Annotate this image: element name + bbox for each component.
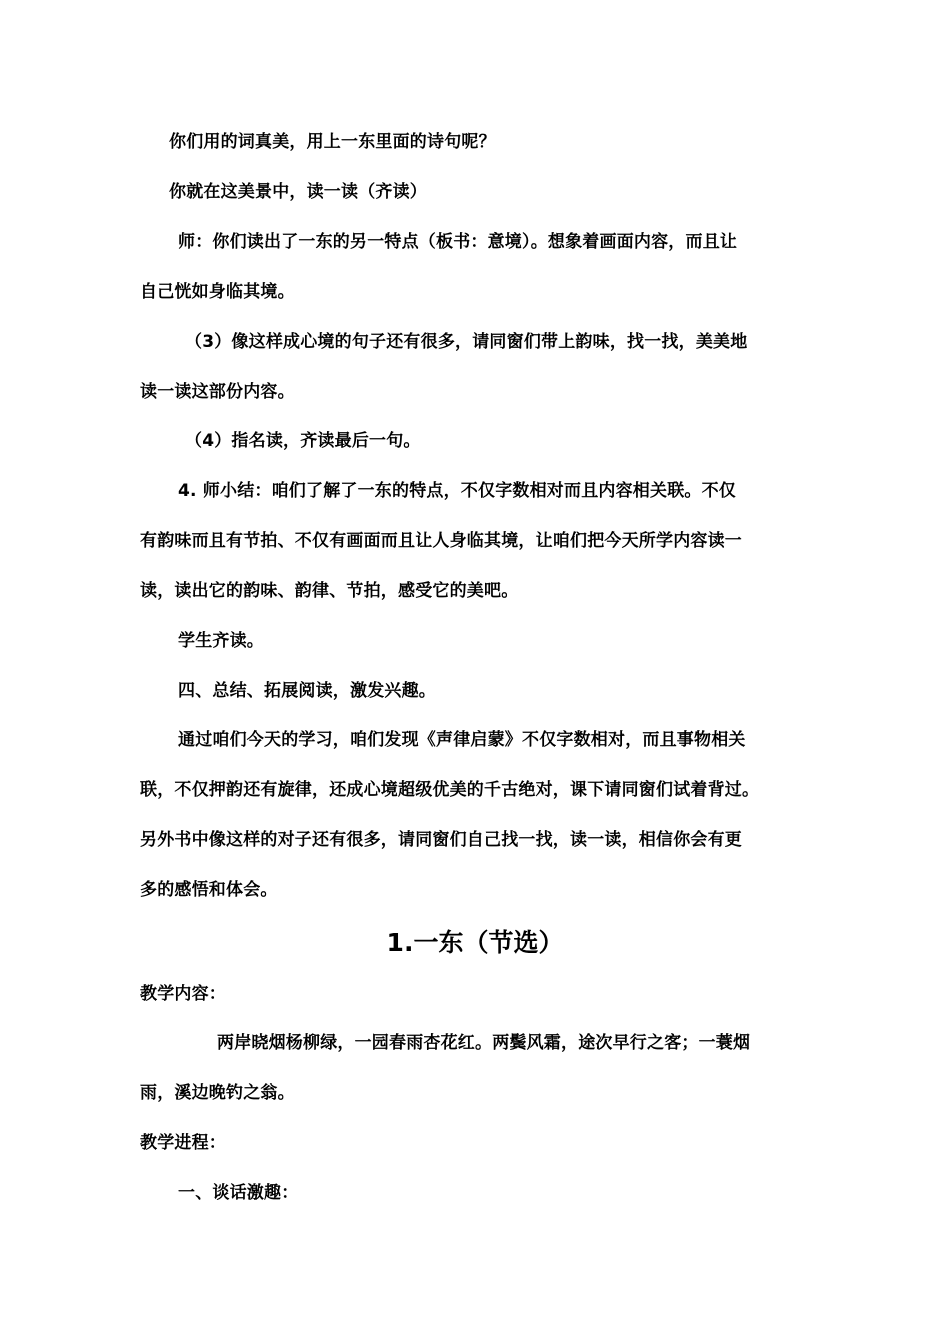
paragraph-line: 自己恍如身临其境。: [140, 282, 295, 302]
paragraph-line: 四、总结、拓展阅读，激发兴趣。: [178, 681, 436, 701]
paragraph-line: 读一读这部份内容。: [140, 382, 295, 402]
section-label-teaching-content: 教学内容：: [140, 984, 226, 1004]
lesson-title: 1.一东（节选）: [386, 928, 564, 957]
paragraph-line: 师：你们读出了一东的另一特点（板书：意境）。想象着画面内容，而且让: [178, 232, 738, 252]
paragraph-line: 学生齐读。: [178, 631, 264, 651]
paragraph-line: 通过咱们今天的学习，咱们发现《声律启蒙》不仅字数相对，而且事物相关: [178, 730, 746, 750]
paragraph-line: （3）像这样成心境的句子还有很多，请同窗们带上韵味，找一找，美美地: [185, 332, 748, 352]
poem-line: 两岸晓烟杨柳绿，一园春雨杏花红。两鬓风霜，途次早行之客；一蓑烟: [217, 1033, 751, 1053]
paragraph-line: 另外书中像这样的对子还有很多，请同窗们自己找一找，读一读，相信你会有更: [140, 830, 742, 850]
paragraph-line: 读，读出它的韵味、韵律、节拍，感受它的美吧。: [140, 581, 519, 601]
paragraph-line: 有韵味而且有节拍、不仅有画面而且让人身临其境，让咱们把今天所学内容读一: [140, 531, 742, 551]
paragraph-line: 你就在这美景中，读一读（齐读）: [169, 182, 427, 202]
section-heading: 一、谈话激趣：: [178, 1183, 299, 1203]
paragraph-line: （4）指名读，齐读最后一句。: [185, 431, 421, 451]
paragraph-line: 多的感悟和体会。: [140, 880, 278, 900]
paragraph-line: 联，不仅押韵还有旋律，还成心境超级优美的千古绝对，课下请同窗们试着背过。: [140, 780, 760, 800]
section-label-teaching-process: 教学进程：: [140, 1133, 226, 1153]
paragraph-line: 你们用的词真美，用上一东里面的诗句呢？: [169, 132, 496, 152]
poem-line: 雨，溪边晚钓之翁。: [140, 1083, 295, 1103]
paragraph-line: 4. 师小结：咱们了解了一东的特点，不仅字数相对而且内容相关联。不仅: [178, 481, 737, 501]
